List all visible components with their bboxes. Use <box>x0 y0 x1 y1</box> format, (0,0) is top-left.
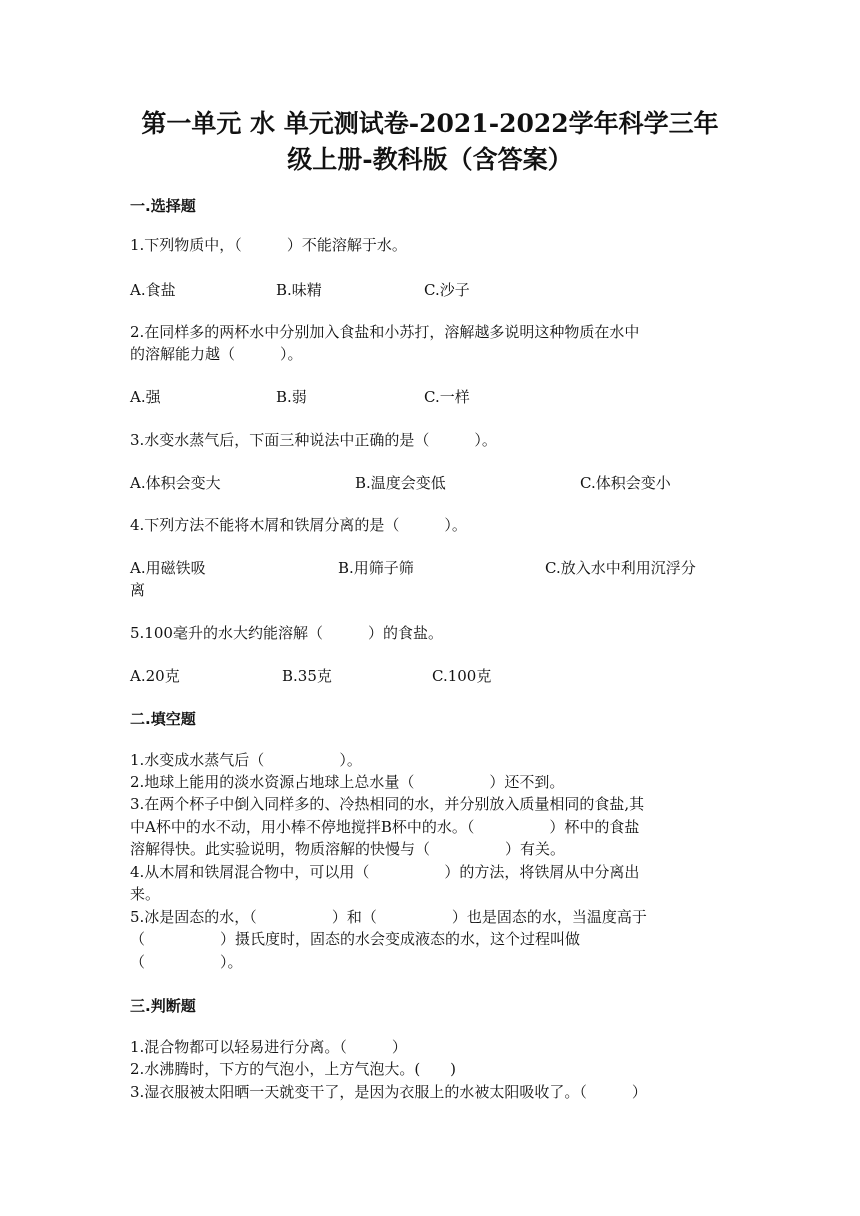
question-3-option-c: C.体积会变小 <box>580 474 671 492</box>
question-4-stem: 4.下列方法不能将木屑和铁屑分离的是（ ）。 <box>130 516 467 534</box>
title-line-1: 第一单元 水 单元测试卷-2021-2022学年科学三年 <box>141 109 719 138</box>
question-2-option-a: A.强 <box>130 388 161 406</box>
judge-line-3: 3.湿衣服被太阳晒一天就变干了，是因为衣服上的水被太阳吸收了。（ ） <box>130 1083 647 1101</box>
fill-line-3: 3.在两个杯子中倒入同样多的、冷热相同的水，并分别放入质量相同的食盐,其 <box>130 795 645 813</box>
question-1-option-b: B.味精 <box>276 281 322 299</box>
question-4-option-c-wrap: 离 <box>130 581 146 599</box>
fill-line-6: 4.从木屑和铁屑混合物中，可以用（ ）的方法，将铁屑从中分离出 <box>130 863 640 881</box>
fill-line-7: 来。 <box>130 885 161 903</box>
question-5-option-b: B.35克 <box>282 667 332 685</box>
title-line-2: 级上册-教科版（含答案） <box>287 145 573 174</box>
fill-line-4: 中A杯中的水不动，用小棒不停地搅拌B杯中的水。（ ）杯中的食盐 <box>130 818 640 836</box>
question-4-option-c: C.放入水中利用沉浮分 <box>545 559 696 577</box>
fill-line-1: 1.水变成水蒸气后（ ）。 <box>130 751 362 769</box>
question-1-stem: 1.下列物质中，（ ）不能溶解于水。 <box>130 236 407 254</box>
page-title <box>60 106 800 178</box>
question-2-option-c: C.一样 <box>424 388 470 406</box>
question-5-option-a: A.20克 <box>130 667 180 685</box>
fill-line-2: 2.地球上能用的淡水资源占地球上总水量（ ）还不到。 <box>130 773 565 791</box>
fill-line-10: （ ）。 <box>130 953 243 971</box>
fill-line-8: 5.冰是固态的水，（ ）和（ ）也是固态的水，当温度高于 <box>130 908 647 926</box>
question-3-stem: 3.水变水蒸气后，下面三种说法中正确的是（ ）。 <box>130 431 497 449</box>
question-1-option-a: A.食盐 <box>130 281 176 299</box>
question-4-option-a: A.用磁铁吸 <box>130 559 206 577</box>
section-heading-choice: 一.选择题 <box>130 197 196 215</box>
question-3-option-a: A.体积会变大 <box>130 474 221 492</box>
question-4-option-b: B.用筛子筛 <box>338 559 414 577</box>
question-2-stem-line-2: 的溶解能力越（ ）。 <box>130 345 303 363</box>
question-3-option-b: B.温度会变低 <box>355 474 446 492</box>
question-5-stem: 5.100毫升的水大约能溶解（ ）的食盐。 <box>130 624 443 642</box>
section-heading-judge: 三.判断题 <box>130 997 196 1015</box>
judge-line-1: 1.混合物都可以轻易进行分离。（ ） <box>130 1038 407 1056</box>
fill-line-9: （ ）摄氏度时，固态的水会变成液态的水，这个过程叫做 <box>130 930 581 948</box>
question-5-option-c: C.100克 <box>432 667 492 685</box>
question-1-option-c: C.沙子 <box>424 281 470 299</box>
section-heading-fill: 二.填空题 <box>130 710 196 728</box>
judge-line-2: 2.水沸腾时，下方的气泡小，上方气泡大。( ) <box>130 1060 457 1078</box>
fill-line-5: 溶解得快。此实验说明，物质溶解的快慢与（ ）有关。 <box>130 840 566 858</box>
question-2-option-b: B.弱 <box>276 388 307 406</box>
question-2-stem-line-1: 2.在同样多的两杯水中分别加入食盐和小苏打，溶解越多说明这种物质在水中 <box>130 323 640 341</box>
